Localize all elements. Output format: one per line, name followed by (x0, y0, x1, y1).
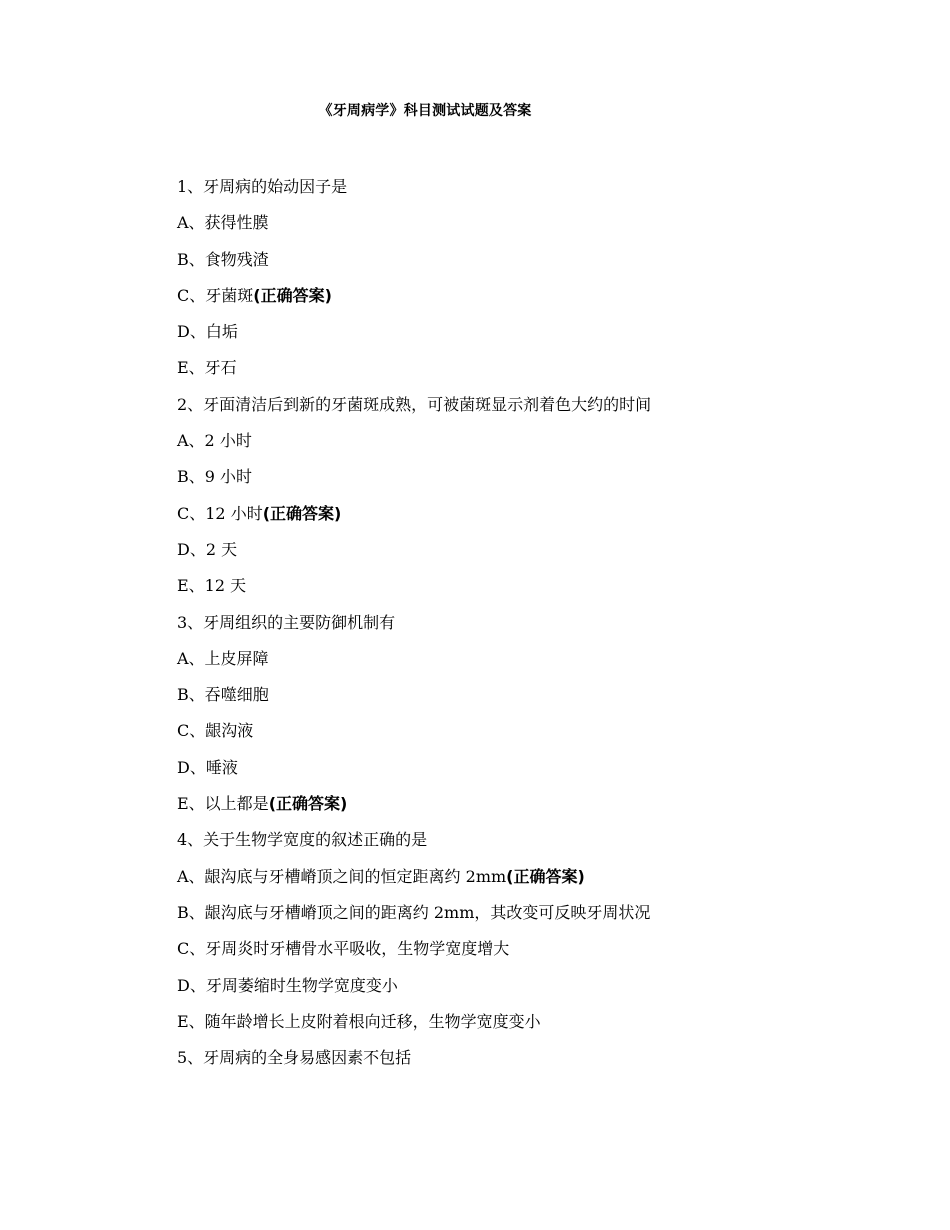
option-line (177, 210, 877, 246)
option-text: E、随年龄增长上皮附着根向迁移，生物学宽度变小 (177, 1011, 541, 1031)
option-line (177, 573, 877, 609)
option-text: A、龈沟底与牙槽嵴顶之间的恒定距离约 2mm (177, 866, 507, 886)
correct-answer-tag: (正确答案) (506, 866, 585, 886)
question-text: 5、牙周病的全身易感因素不包括 (177, 1048, 412, 1068)
question-list (177, 174, 877, 1081)
option-text: C、龈沟液 (177, 721, 254, 741)
document-title: 《牙周病学》科目测试试题及答案 (318, 103, 532, 119)
option-line (177, 973, 877, 1009)
option-text: E、牙石 (177, 358, 237, 378)
option-text: C、牙菌斑 (177, 285, 254, 305)
option-text: A、上皮屏障 (177, 648, 269, 668)
option-text: D、唾液 (177, 757, 238, 777)
option-text: E、以上都是 (177, 794, 269, 814)
option-text: B、9 小时 (177, 467, 253, 487)
option-text: C、12 小时 (177, 503, 263, 523)
option-text: B、吞噬细胞 (177, 685, 269, 705)
question-text: 1、牙周病的始动因子是 (177, 177, 348, 196)
correct-answer-tag: (正确答案) (262, 503, 342, 523)
question-line (177, 1045, 877, 1081)
option-line (177, 755, 877, 791)
correct-answer-tag: (正确答案) (253, 285, 332, 305)
option-text: D、2 天 (177, 539, 238, 559)
option-text: A、获得性膜 (177, 213, 269, 233)
option-text: D、白垢 (177, 322, 238, 342)
question-text: 3、牙周组织的主要防御机制有 (177, 612, 396, 632)
option-line (177, 428, 877, 464)
option-line (177, 936, 877, 972)
question-line (177, 174, 877, 210)
option-line (177, 537, 877, 573)
question-line (177, 392, 877, 428)
option-text: D、牙周萎缩时生物学宽度变小 (177, 975, 398, 995)
option-line (177, 464, 877, 500)
option-line (177, 283, 877, 319)
option-text: A、2 小时 (177, 431, 252, 451)
option-line (177, 646, 877, 682)
option-text: C、牙周炎时牙槽骨水平吸收，生物学宽度增大 (177, 939, 510, 959)
option-line (177, 355, 877, 391)
question-line (177, 610, 877, 646)
option-line (177, 864, 877, 900)
correct-answer-tag: (正确答案) (268, 794, 348, 814)
option-line (177, 501, 877, 537)
question-text: 2、牙面清洁后到新的牙菌斑成熟，可被菌斑显示剂着色大约的时间 (177, 394, 652, 414)
question-line (177, 827, 877, 863)
option-line (177, 682, 877, 718)
option-line (177, 319, 877, 355)
question-text: 4、关于生物学宽度的叙述正确的是 (177, 830, 428, 850)
option-line (177, 718, 877, 754)
option-text: B、食物残渣 (177, 249, 269, 269)
option-line (177, 900, 877, 936)
option-line (177, 247, 877, 283)
option-line (177, 791, 877, 827)
option-text: B、龈沟底与牙槽嵴顶之间的距离约 2mm，其改变可反映牙周状况 (177, 902, 651, 922)
option-text: E、12 天 (177, 576, 247, 596)
option-line (177, 1009, 877, 1045)
